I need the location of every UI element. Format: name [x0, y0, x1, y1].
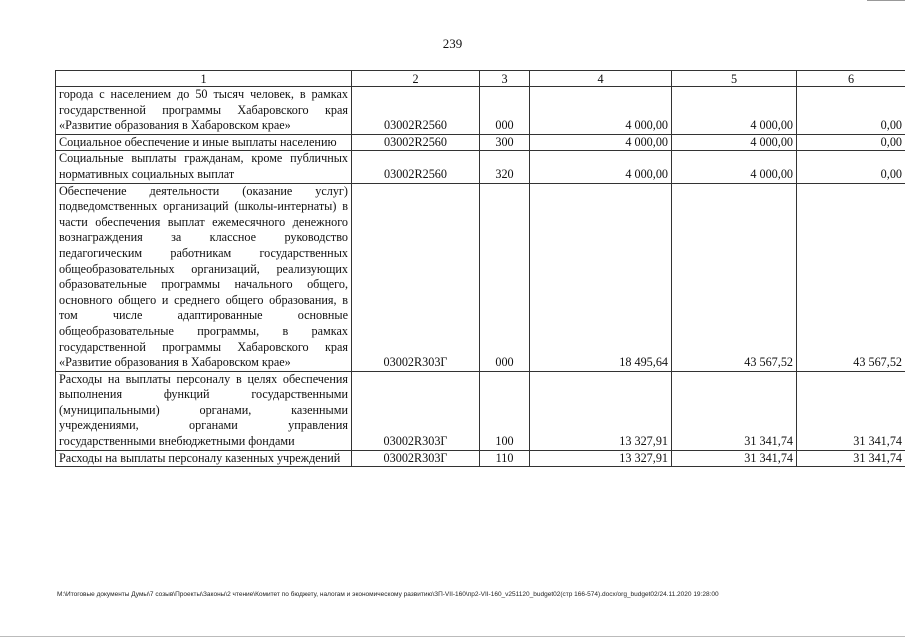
row-value-col4: 4 000,00 [530, 134, 672, 151]
bottom-edge-line [0, 636, 905, 637]
row-value-col4: 13 327,91 [530, 450, 672, 467]
row-value-col5: 43 567,52 [672, 183, 797, 371]
row-type: 100 [480, 371, 530, 450]
row-type: 000 [480, 87, 530, 135]
top-edge-line [867, 0, 905, 1]
row-code: 03002R2560 [352, 87, 480, 135]
row-value-col5: 4 000,00 [672, 134, 797, 151]
table-row [56, 151, 905, 183]
header-cell-2: 2 [352, 71, 480, 87]
header-cell-1: 1 [56, 71, 352, 87]
row-code: 03002R2560 [352, 151, 480, 183]
row-type: 000 [480, 183, 530, 371]
row-value-col5: 4 000,00 [672, 87, 797, 135]
row-value-col6: 0,00 [797, 87, 905, 135]
budget-table [55, 70, 905, 467]
row-code: 03002R303Г [352, 371, 480, 450]
row-value-col6: 0,00 [797, 134, 905, 151]
row-value-col6: 31 341,74 [797, 450, 905, 467]
header-cell-6: 6 [797, 71, 905, 87]
header-cell-5: 5 [672, 71, 797, 87]
row-value-col4: 13 327,91 [530, 371, 672, 450]
row-value-col6: 0,00 [797, 151, 905, 183]
row-type: 110 [480, 450, 530, 467]
row-type: 320 [480, 151, 530, 183]
row-description: Расходы на выплаты персоналу казенных учреждений [56, 450, 352, 467]
row-value-col5: 4 000,00 [672, 151, 797, 183]
row-description: города с населением до 50 тысяч человек, в рамках государственной программы Хабаровского края «Развитие образования в Хабаровском крае» [56, 87, 352, 135]
page-number: 239 [442, 36, 463, 51]
table-row [56, 183, 905, 371]
row-code: 03002R2560 [352, 134, 480, 151]
table-header-row [56, 71, 905, 87]
row-value-col4: 4 000,00 [530, 87, 672, 135]
row-value-col4: 18 495,64 [530, 183, 672, 371]
row-value-col6: 43 567,52 [797, 183, 905, 371]
row-value-col6: 31 341,74 [797, 371, 905, 450]
document-path-footer: M:\Итоговые документы Думы\7 созыв\Проекты\Законы\2 чтение\Комитет по бюджету, налогам и экономическому развитию\ЗП-VII-160\пр2-VII-160_v251120_budget02(стр 166-574).docx/org_budget02/24.11.2020 19:28:00 [57, 591, 719, 598]
row-value-col4: 4 000,00 [530, 151, 672, 183]
table-row [56, 450, 905, 467]
row-code: 03002R303Г [352, 450, 480, 467]
header-cell-3: 3 [480, 71, 530, 87]
header-cell-4: 4 [530, 71, 672, 87]
table-row [56, 134, 905, 151]
row-description: Социальное обеспечение и иные выплаты населению [56, 134, 352, 151]
row-type: 300 [480, 134, 530, 151]
table-row [56, 371, 905, 450]
row-value-col5: 31 341,74 [672, 371, 797, 450]
row-code: 03002R303Г [352, 183, 480, 371]
row-description: Расходы на выплаты персоналу в целях обеспечения выполнения функций государственными (муниципальными) органами, казенными учреждениями, органами управления государственными внебюджетными фондами [56, 371, 352, 450]
row-description: Социальные выплаты гражданам, кроме публичных нормативных социальных выплат [56, 151, 352, 183]
row-description: Обеспечение деятельности (оказание услуг) подведомственных организаций (школы-интернаты) в части обеспечения выплат ежемесячного денежного вознаграждения за классное руководство педагогическим работникам государственных общеобразовательных организаций, реализующих образовательные программы начального общего, основного общего и среднего общего образования, в том числе адаптированные основные общеобразовательные программы, в рамках государственной программы Хабаровского края «Развитие образования в Хабаровском крае» [56, 183, 352, 371]
table-row [56, 87, 905, 135]
row-value-col5: 31 341,74 [672, 450, 797, 467]
